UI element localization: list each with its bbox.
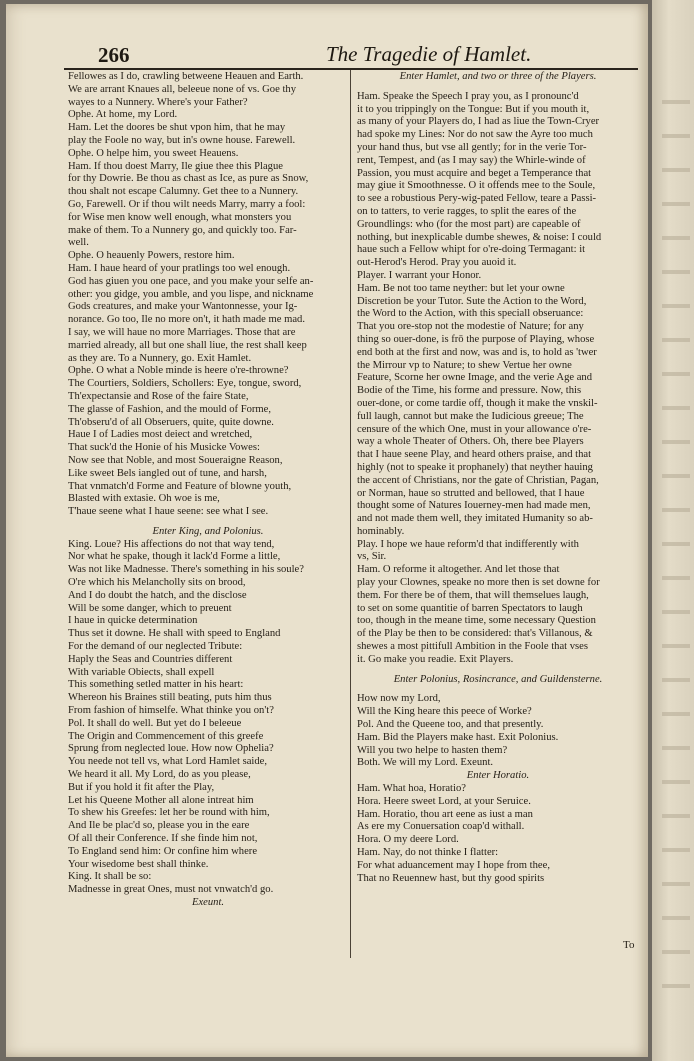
- show-through-mark: [662, 440, 690, 444]
- show-through-mark: [662, 610, 690, 614]
- text-line: it to you trippingly on the Tongue: But if you mouth it,: [357, 103, 590, 115]
- text-line: or Norman, haue so strutted and bellowed, that I haue: [357, 487, 585, 499]
- show-through-mark: [662, 950, 690, 954]
- text-line: God has giuen you one pace, and you make your selfe an-: [68, 275, 314, 287]
- show-through-mark: [662, 134, 690, 138]
- text-line: thought some of Natures Iouerney-men had made men,: [357, 500, 591, 512]
- text-line: Th'expectansie and Rose of the faire State,: [68, 390, 249, 402]
- show-through-mark: [662, 100, 690, 104]
- text-line: the accent of Christians, nor the gate of Christian, Pagan,: [357, 474, 599, 486]
- text-line: Ham. What hoa, Horatio?: [357, 783, 466, 795]
- text-line: Of all their Conference. If she finde him not,: [68, 833, 258, 845]
- text-line: The glasse of Fashion, and the mould of Forme,: [68, 403, 272, 415]
- show-through-mark: [662, 916, 690, 920]
- show-through-mark: [662, 406, 690, 410]
- text-line: Ophe. O heauenly Powers, restore him.: [68, 250, 235, 262]
- text-line: And I do doubt the hatch, and the disclose: [68, 589, 247, 601]
- text-line: Like sweet Bels iangled out of tune, and harsh,: [68, 467, 267, 479]
- text-line: that I haue seene Play, and heard others praise, and that: [357, 449, 592, 461]
- text-line: Bodie of the Time, his forme and pressure. Now, this: [357, 385, 582, 397]
- text-line: Thus set it downe. He shall with speed to England: [68, 628, 281, 640]
- text-line: We are arrant Knaues all, beleeue none of vs. Goe thy: [68, 83, 296, 95]
- text-line: Will you two helpe to hasten them?: [357, 744, 508, 756]
- text-line: ouer-done, or come tardie off, though it make the vnskil-: [357, 397, 598, 409]
- text-line: Haply the Seas and Countries different: [68, 653, 233, 665]
- text-line: vs, Sir.: [357, 551, 387, 563]
- text-line: Ham. Be not too tame neyther: but let your owne: [357, 282, 565, 294]
- right-column: [357, 71, 639, 885]
- text-line: Ham. Let the doores be shut vpon him, that he may: [68, 122, 286, 134]
- text-line: way a whole Theater of Others. Oh, there bee Players: [357, 436, 584, 448]
- show-through-mark: [662, 882, 690, 886]
- text-line: Both. We will my Lord. Exeunt.: [357, 757, 494, 769]
- text-line: Hora. Heere sweet Lord, at your Seruice.: [357, 795, 531, 807]
- text-line: From fashion of himselfe. What thinke you on't?: [68, 705, 274, 717]
- text-line: This something setled matter in his heart:: [68, 679, 244, 691]
- text-line: The Origin and Commencement of this greefe: [68, 730, 264, 742]
- text-line: other: you gidge, you amble, and you lispe, and nickname: [68, 288, 314, 300]
- text-line: Will the King heare this peece of Worke?: [357, 706, 532, 718]
- show-through-mark: [662, 576, 690, 580]
- text-line: the Word to the Action, with this speciall obseruance:: [357, 308, 584, 320]
- page-header: [64, 40, 638, 70]
- text-line: You neede not tell vs, what Lord Hamlet saide,: [68, 756, 267, 768]
- show-through-mark: [662, 508, 690, 512]
- show-through-mark: [662, 236, 690, 240]
- stage-direction: Enter King, and Polonius.: [152, 525, 264, 537]
- text-line: the Mirrour vp to Nature; to shew Vertue her owne: [357, 359, 572, 371]
- catchword: To: [623, 939, 635, 951]
- text-line: well.: [68, 237, 89, 249]
- show-through-mark: [662, 780, 690, 784]
- text-line: And Ile be plac'd so, please you in the eare: [68, 820, 250, 832]
- text-line: Madnesse in great Ones, must not vnwatch'd go.: [68, 884, 274, 896]
- show-through-mark: [662, 168, 690, 172]
- text-line: full laugh, cannot but make the Iudicious greeue; The: [357, 410, 584, 422]
- text-line: Whereon his Braines still beating, puts him thus: [68, 692, 272, 704]
- text-line: I say, we will haue no more Marriages. Those that are: [68, 326, 296, 338]
- text-line: Player. I warrant your Honor.: [357, 269, 482, 281]
- text-line: may giue it Smoothnesse. O it offends mee to the Soule,: [357, 180, 596, 192]
- text-line: To shew his Greefes: let her be round with him,: [68, 807, 270, 819]
- text-line: Ham. O reforme it altogether. And let those that: [357, 564, 560, 576]
- stage-direction: Enter Polonius, Rosincrance, and Guildensterne.: [393, 673, 603, 685]
- show-through-mark: [662, 814, 690, 818]
- stage-direction: Exeunt.: [191, 897, 225, 908]
- text-line: The Courtiers, Soldiers, Schollers: Eye, tongue, sword,: [68, 378, 302, 390]
- text-line: Ham. If thou doest Marry, Ile giue thee this Plague: [68, 160, 283, 172]
- left-column: [68, 71, 348, 910]
- text-line: I haue in quicke determination: [68, 615, 198, 627]
- show-through-mark: [662, 474, 690, 478]
- text-line: for thy Dowrie. Be thou as chast as Ice, as pure as Snow,: [68, 173, 309, 185]
- blank-gap: [357, 84, 639, 91]
- text-line: Nor what he spake, though it lack'd Forme a little,: [68, 551, 281, 563]
- text-line: Go, Farewell. Or if thou wilt needs Marry, marry a fool:: [68, 198, 306, 210]
- show-through-mark: [662, 338, 690, 342]
- show-through-mark: [662, 678, 690, 682]
- text-line: married already, all but one shall liue, the rest shall keep: [68, 339, 307, 351]
- text-line: thing so ouer-done, is frō the purpose of Playing, whose: [357, 333, 595, 345]
- show-through-mark: [662, 746, 690, 750]
- text-line: For the demand of our neglected Tribute:: [68, 641, 243, 653]
- text-line: Will be some danger, which to preuent: [68, 602, 232, 614]
- text-line: Haue I of Ladies most deiect and wretched,: [68, 429, 253, 441]
- text-line: Passion, you must acquire and beget a Temperance that: [357, 167, 592, 179]
- show-through-mark: [662, 848, 690, 852]
- text-line: With variable Obiects, shall expell: [68, 666, 215, 678]
- show-through-mark: [662, 270, 690, 274]
- text-line: Pol. It shall do well. But yet do I beleeue: [68, 717, 242, 729]
- text-line: Ham. Nay, do not thinke I flatter:: [357, 847, 499, 859]
- text-line: out-Herod's Herod. Pray you auoid it.: [357, 257, 517, 269]
- running-title: The Tragedie of Hamlet.: [326, 42, 532, 66]
- text-line: play your Clownes, speake no more then is set downe for: [357, 577, 600, 589]
- show-through-mark: [662, 644, 690, 648]
- show-through-mark: [662, 372, 690, 376]
- text-line: it. Go make you readie. Exit Players.: [357, 653, 514, 665]
- text-line: rent, Tempest, and (as I may say) the Whirle-winde of: [357, 154, 586, 166]
- text-line: As ere my Conuersation coap'd withall.: [357, 821, 525, 833]
- show-through-mark: [662, 712, 690, 716]
- text-line: That you ore-stop not the modestie of Nature; for any: [357, 321, 584, 333]
- text-line: and not made them well, they imitated Humanity so ab-: [357, 513, 593, 525]
- text-line: wayes to a Nunnery. Where's your Father?: [68, 96, 248, 108]
- text-line: Now see that Noble, and most Soueraigne Reason,: [68, 454, 283, 466]
- text-line: Ham. I haue heard of your pratlings too wel enough.: [68, 262, 291, 274]
- text-line: shewes a most pittifull Ambition in the Foole that vses: [357, 641, 588, 653]
- text-line: For what aduancement may I hope from thee,: [357, 859, 550, 871]
- text-line: as they are. To a Nunnery, go. Exit Hamlet.: [68, 352, 252, 364]
- text-line: T'haue seene what I haue seene: see what I see.: [68, 506, 269, 518]
- show-through-mark: [662, 202, 690, 206]
- text-line: How now my Lord,: [357, 693, 441, 705]
- text-line: as many of your Players do, I had as liue the Town-Cryer: [357, 116, 600, 128]
- text-line: norance. Go too, Ile no more on't, it hath made me mad.: [68, 314, 305, 326]
- text-line: Ham. Speake the Speech I pray you, as I pronounc'd: [357, 90, 579, 102]
- blank-gap: [68, 519, 348, 526]
- text-line: Ham. Horatio, thou art eene as iust a man: [357, 808, 533, 820]
- text-line: Was not like Madnesse. There's something in his soule?: [68, 564, 304, 576]
- text-line: Ham. Bid the Players make hast. Exit Polonius.: [357, 731, 559, 743]
- blank-gap: [357, 686, 639, 693]
- text-line: too, though in the meane time, some necessary Question: [357, 615, 596, 627]
- text-line: end both at the first and now, was and is, to hold as 'twer: [357, 346, 597, 358]
- text-line: That vnmatch'd Forme and Feature of blowne youth,: [68, 480, 292, 492]
- text-line: thou shalt not escape Calumny. Get thee to a Nunnery.: [68, 186, 299, 198]
- text-line: play the Foole no way, but in's owne house. Farewell.: [68, 134, 296, 146]
- text-line: Play. I hope we haue reform'd that indifferently with: [357, 538, 579, 550]
- text-line: That no Reuennew hast, but thy good spirits: [357, 872, 545, 884]
- text-line: Discretion be your Tutor. Sute the Action to the Word,: [357, 295, 587, 307]
- show-through-mark: [662, 304, 690, 308]
- text-line: King. It shall be so:: [68, 871, 152, 883]
- text-line: Ophe. At home, my Lord.: [68, 109, 178, 121]
- text-line: O're which his Melancholly sits on brood,: [68, 577, 246, 589]
- text-line: Groundlings: who (for the most part) are capeable of: [357, 218, 581, 230]
- stage-direction: Enter Hamlet, and two or three of the Players.: [399, 71, 597, 82]
- text-line: highly (not to speake it prophanely) that neyther hauing: [357, 461, 593, 473]
- text-line: That suck'd the Honie of his Musicke Vowes:: [68, 442, 260, 454]
- text-line: Blasted with extasie. Oh woe is me,: [68, 493, 220, 505]
- text-line: King. Loue? His affections do not that way tend,: [68, 538, 275, 550]
- show-through-mark: [662, 984, 690, 988]
- show-through-mark: [662, 542, 690, 546]
- text-line: But if you hold it fit after the Play,: [68, 781, 215, 793]
- text-line: Sprung from neglected loue. How now Ophelia?: [68, 743, 274, 755]
- text-line: Fellowes as I do, crawling betweene Heauen and Earth.: [68, 71, 304, 82]
- text-line: had spoke my Lines: Nor do not saw the Ayre too much: [357, 129, 593, 141]
- text-line: To England send him: Or confine him where: [68, 845, 258, 857]
- text-line: Let his Queene Mother all alone intreat him: [68, 794, 254, 806]
- text-line: Gods creatures, and make your Wantonnesse, your Ig-: [68, 301, 298, 313]
- text-line: Hora. O my deere Lord.: [357, 834, 459, 846]
- text-line: make of them. To a Nunnery go, and quickly too. Far-: [68, 224, 297, 236]
- text-line: We heard it all. My Lord, do as you please,: [68, 769, 251, 781]
- page-number: 266: [98, 43, 130, 67]
- column-divider: [350, 70, 351, 958]
- text-line: Pol. And the Queene too, and that presently.: [357, 719, 544, 731]
- adjacent-page-edge: [652, 0, 694, 1061]
- text-line: of the Play be then to be considered: that's Villanous, &: [357, 628, 593, 640]
- text-line: Ophe. O what a Noble minde is heere o're-throwne?: [68, 365, 289, 377]
- text-line: hominably.: [357, 525, 405, 537]
- text-line: haue such a Fellow whipt for o're-doing Termagant: it: [357, 244, 586, 256]
- text-line: Feature, Scorne her owne Image, and the verie Age and: [357, 372, 593, 384]
- text-line: to see a robustious Pery-wig-pated Fellow, teare a Passi-: [357, 193, 597, 205]
- text-line: to set on some quantitie of barren Spectators to laugh: [357, 602, 583, 614]
- text-line: on to tatters, to verie ragges, to split the eares of the: [357, 205, 577, 217]
- text-line: censure of the which One, must in your allowance o're-: [357, 423, 592, 435]
- text-line: your hand thus, but vse all gently; for in the verie Tor-: [357, 141, 587, 153]
- text-line: Th'obseru'd of all Obseruers, quite, quite downe.: [68, 416, 274, 428]
- text-line: Your wisedome best shall thinke.: [68, 858, 209, 870]
- text-line: them. For there be of them, that will themselues laugh,: [357, 589, 589, 601]
- text-line: for Wise men know well enough, what monsters you: [68, 211, 292, 223]
- stage-direction: Enter Horatio.: [466, 770, 530, 782]
- blank-gap: [357, 667, 639, 674]
- text-line: Ophe. O helpe him, you sweet Heauens.: [68, 147, 239, 159]
- text-line: nothing, but inexplicable dumbe shewes, & noise: I could: [357, 231, 602, 243]
